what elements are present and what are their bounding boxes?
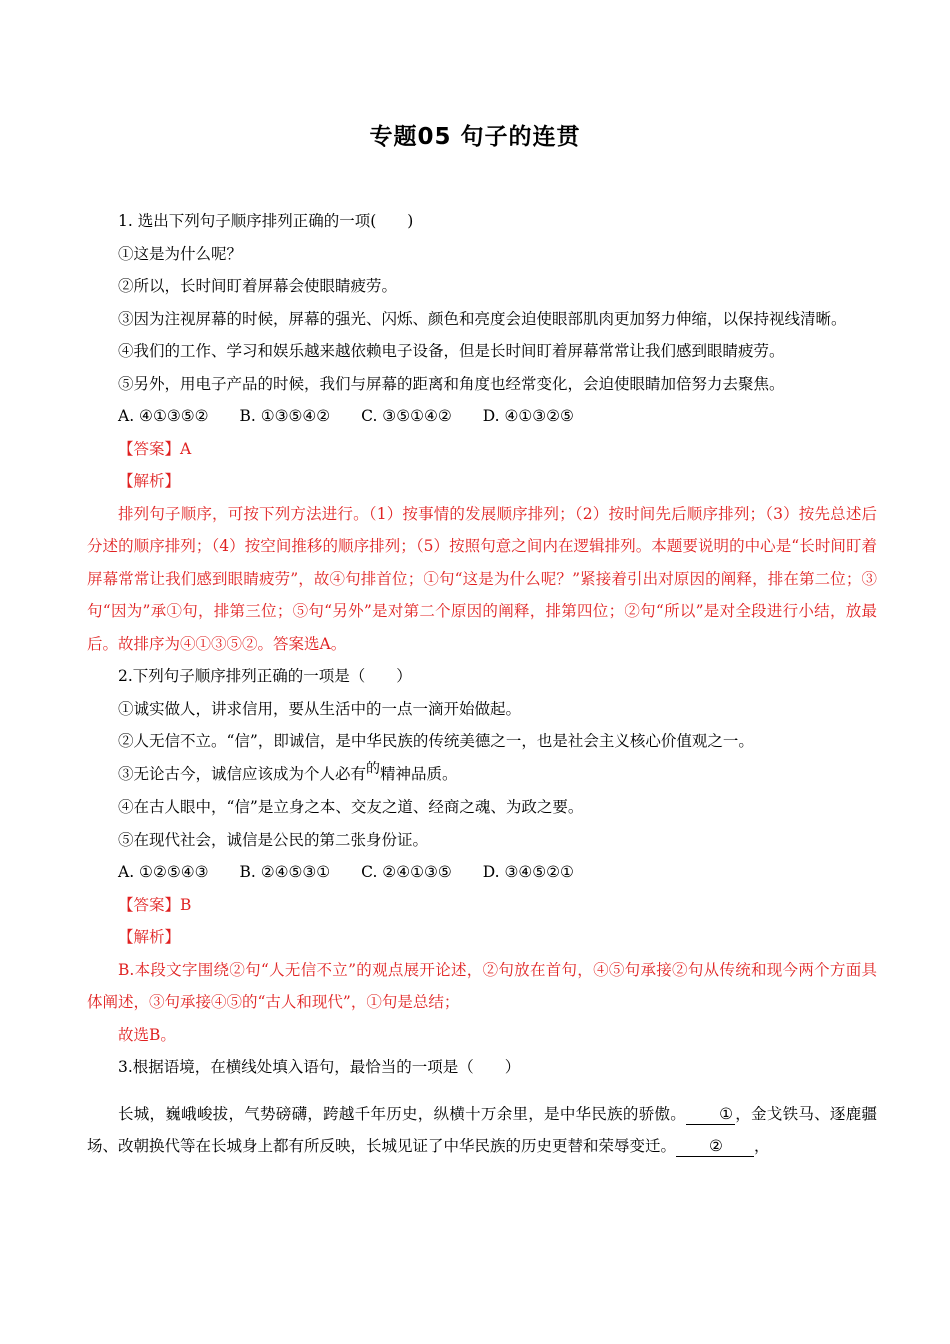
q1-options [87,400,877,433]
q1-stem: 1. 选出下列句子顺序排列正确的一项( ) [118,212,414,230]
q1-analysis-heading [87,465,877,498]
q2-analysis-label: 【解析】 [118,928,181,946]
q2-option-b: B. ②④⑤③① [239,863,331,881]
q1-option-d: D. ④①③②⑤ [482,407,574,425]
q2-option-c: C. ②④①③⑤ [361,863,452,881]
q3-passage [87,1098,877,1163]
q1-answer-label: 【答案】 [118,439,181,458]
q2-answer-label: 【答案】 [118,895,181,914]
q2-sentence-3-part-b: 精神品质。 [380,764,458,783]
q1-sentence-1: ①这是为什么呢？ [118,244,243,263]
q1-sentence-3: ③因为注视屏幕的时候，屏幕的强光、闪烁、颜色和亮度会迫使眼部肌肉更加努力伸缩，以保持视线清晰。 [118,309,847,328]
page-title: 专题05 句子的连贯 [369,124,581,150]
q3-blank-2: ② [676,1136,754,1157]
q1-answer [87,433,877,466]
q1-answer-value: A [180,439,192,458]
q3-passage-part-c: ， [754,1137,770,1155]
q2-analysis-text: B.本段文字围绕②句“人无信不立”的观点展开论述，②句放在首句，④⑤句承接②句从传统和现今两个方面具体阐述，③句承接④⑤的“古人和现代”，①句是总结； [87,960,877,1011]
q1-sentence-2: ②所以，长时间盯着屏幕会使眼睛疲劳。 [118,277,398,295]
q2-sentence-3 [87,758,877,792]
q2-sentence-2: ②人无信不立。“信”，即诚信，是中华民族的传统美德之一，也是社会主义核心价值观之一。 [118,732,754,750]
q2-sentence-3-part-a: ③无论古今，诚信应该成为个人必有 [118,764,367,783]
q3-passage-part-a: 长城，巍峨峻拔，气势磅礴，跨越千年历史，纵横十万余里，是中华民族的骄傲。 [118,1104,687,1123]
q2-option-a: A. ①②⑤④③ [118,863,209,881]
q1-option-a: A. ④①③⑤② [118,407,209,425]
q2-sentence-5: ⑤在现代社会，诚信是公民的第二张身份证。 [118,830,429,849]
q3-spacer [87,1084,877,1098]
q2-sentence-3-de: 的 [366,760,381,777]
q2-stem: 2.下列句子顺序排列正确的一项是（ ） [118,667,412,685]
q1-sentence-5: ⑤另外，用电子产品的时候，我们与屏幕的距离和角度也经常变化，会迫使眼睛加倍努力去聚焦。 [118,374,785,393]
q1-option-c: C. ③⑤①④② [361,407,452,425]
q3-blank-1: ① [686,1104,735,1125]
q2-sentence-1: ①诚实做人，讲求信用，要从生活中的一点一滴开始做起。 [118,699,522,718]
document-body [87,205,877,1163]
q3-passage-part-b: ，金戈铁马、逐鹿疆场、改朝换代等在长城身上都有所反映，长城见证了中华民族的历史更替和荣辱变迁。 [87,1104,877,1155]
q1-option-b: B. ①③⑤④② [239,407,331,425]
q2-analysis-conclusion: 故选B。 [118,1025,176,1044]
q1-sentence-4: ④我们的工作、学习和娱乐越来越依赖电子设备，但是长时间盯着屏幕常常让我们感到眼睛疲劳。 [118,342,785,360]
q1-analysis-label: 【解析】 [118,472,181,490]
q2-answer [87,889,877,922]
q2-sentence-4: ④在古人眼中，“信”是立身之本、交友之道、经商之魂、为政之要。 [118,798,584,816]
q3-stem: 3.根据语境，在横线处填入语句，最恰当的一项是（ ） [118,1058,521,1076]
q2-options [87,856,877,889]
q2-answer-value: B [180,895,192,914]
q2-analysis-heading [87,921,877,954]
q1-analysis-text: 排列句子顺序，可按下列方法进行。（1）按事情的发展顺序排列；（2）按时间先后顺序排列；（3）按先总述后分述的顺序排列；（4）按空间推移的顺序排列；（5）按照句意之间内在逻辑排列。本题要说明的中心是“长时间盯着屏幕常常让我们感到眼睛疲劳”，故④句排首位；①句“这是为什么呢？”紧接着引出对原因的阐释，排在第二位；③句“因为”承①句，排第三位；⑤句“另外”是对第二个原因的阐释，排第四位；②句“所以”是对全段进行小结，放最后。故排序为④①③⑤②。答案选A。 [87,504,877,653]
q2-option-d: D. ③④⑤②① [482,863,574,881]
